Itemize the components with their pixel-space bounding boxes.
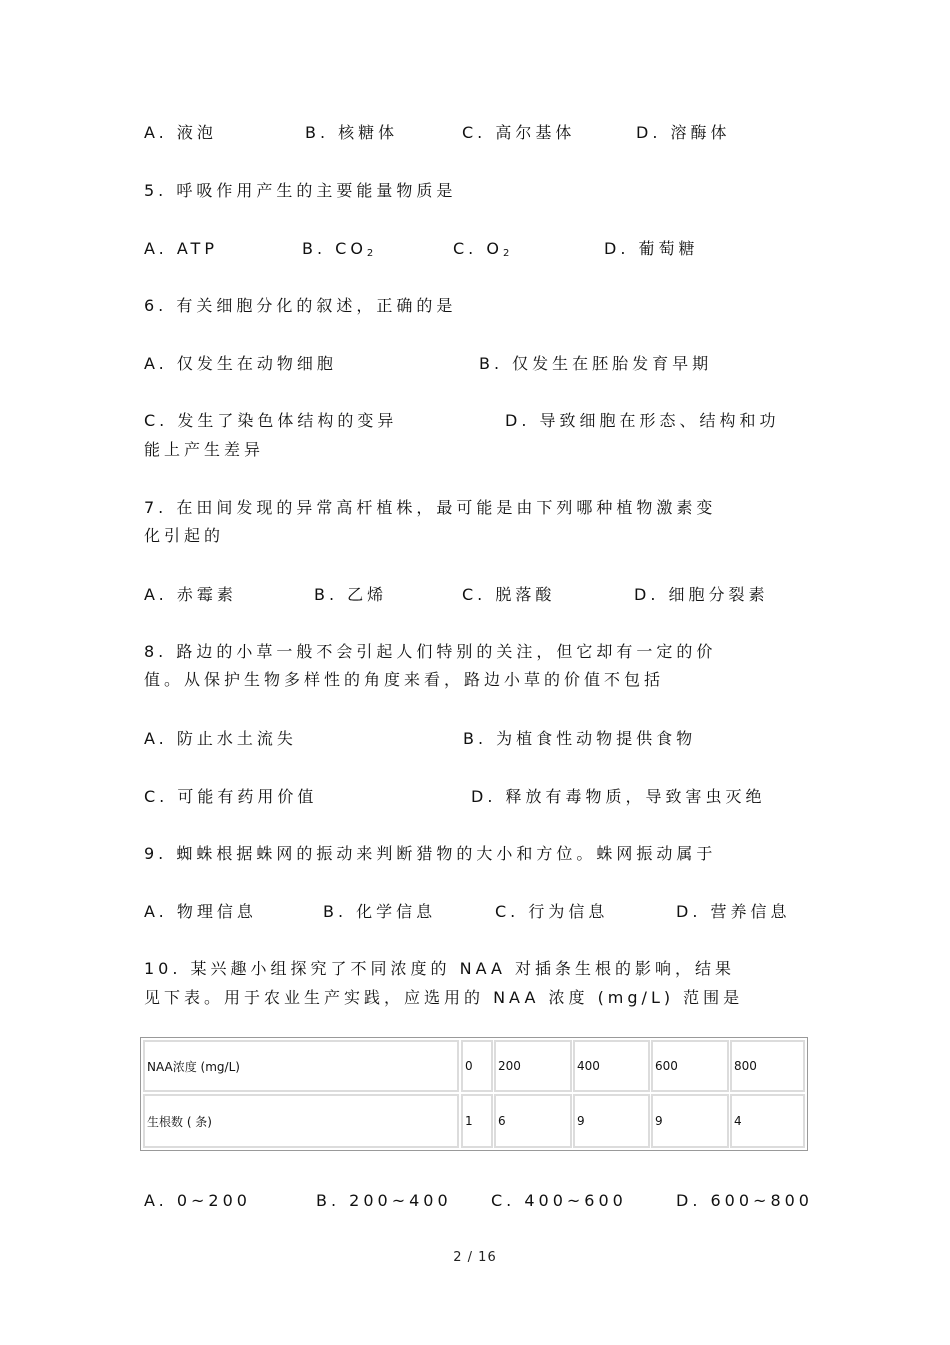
q10-option-d: D. 600~800 [676,1191,813,1210]
table-cell: 400 [573,1040,650,1092]
q6-option-c: C. 发生了染色体结构的变异 [144,411,398,430]
q4-option-a: A. 液泡 [144,123,217,142]
q8-stem-line1: 8. 路边的小草一般不会引起人们特别的关注，但它却有一定的价 [144,642,717,661]
q10-option-b: B. 200~400 [316,1191,452,1210]
table-cell: 9 [651,1094,729,1148]
q4-option-b: B. 核糖体 [305,123,399,142]
q10-stem-line1: 10. 某兴趣小组探究了不同浓度的 NAA 对插条生根的影响，结果 [144,959,736,978]
q10-option-a: A. 0~200 [144,1191,251,1210]
q8-option-c: C. 可能有药用价值 [144,787,318,806]
q4-option-c: C. 高尔基体 [462,123,576,142]
q10-option-c: C. 400~600 [491,1191,627,1210]
q8-option-a: A. 防止水土流失 [144,729,297,748]
q5-option-b: B. $CO_2$ [302,239,374,259]
q6-stem: 6. 有关细胞分化的叙述，正确的是 [144,296,457,315]
q6-option-d-continued: 能上产生差异 [144,440,265,459]
page-number: 2 / 16 [453,1250,497,1265]
q5-option-a: A. ATP [144,239,218,258]
table-cell: 1 [461,1094,493,1148]
table-row2-header: 生根数 ( 条) [143,1094,459,1148]
q6-option-b: B. 仅发生在胚胎发育早期 [479,354,713,373]
q8-option-d: D. 释放有毒物质，导致害虫灭绝 [471,787,766,806]
table-cell: 6 [494,1094,572,1148]
table-cell: 200 [494,1040,572,1092]
q7-option-d: D. 细胞分裂素 [634,585,769,604]
q6-option-a: A. 仅发生在动物细胞 [144,354,337,373]
q9-option-a: A. 物理信息 [144,902,257,921]
q5-option-d: D. 葡萄糖 [604,239,699,258]
q7-option-a: A. 赤霉素 [144,585,237,604]
q8-option-b: B. 为植食性动物提供食物 [463,729,697,748]
table-cell: 800 [730,1040,805,1092]
q7-stem-line2: 化引起的 [144,526,225,545]
q5-stem: 5. 呼吸作用产生的主要能量物质是 [144,181,457,200]
q4-option-d: D. 溶酶体 [636,123,731,142]
q5-option-c: C. $O_2$ [453,239,510,259]
table-cell: 600 [651,1040,729,1092]
table-cell: 0 [461,1040,493,1092]
table-row1-header: NAA浓度 (mg/L) [143,1040,459,1092]
q10-stem-line2: 见下表。用于农业生产实践，应选用的 NAA 浓度 (mg/L) 范围是 [144,988,744,1007]
q6-option-d: D. 导致细胞在形态、结构和功 [505,411,780,430]
q7-stem-line1: 7. 在田间发现的异常高杆植株，最可能是由下列哪种植物激素变 [144,498,717,517]
q7-option-c: C. 脱落酸 [462,585,556,604]
table-cell: 9 [573,1094,650,1148]
q9-option-c: C. 行为信息 [495,902,609,921]
q9-stem: 9. 蜘蛛根据蛛网的振动来判断猎物的大小和方位。蛛网振动属于 [144,844,717,863]
naa-table [140,1037,808,1151]
q8-stem-line2: 值。从保护生物多样性的角度来看，路边小草的价值不包括 [144,670,665,689]
table-cell: 4 [730,1094,805,1148]
q9-option-d: D. 营养信息 [676,902,791,921]
q7-option-b: B. 乙烯 [314,585,388,604]
q9-option-b: B. 化学信息 [323,902,437,921]
